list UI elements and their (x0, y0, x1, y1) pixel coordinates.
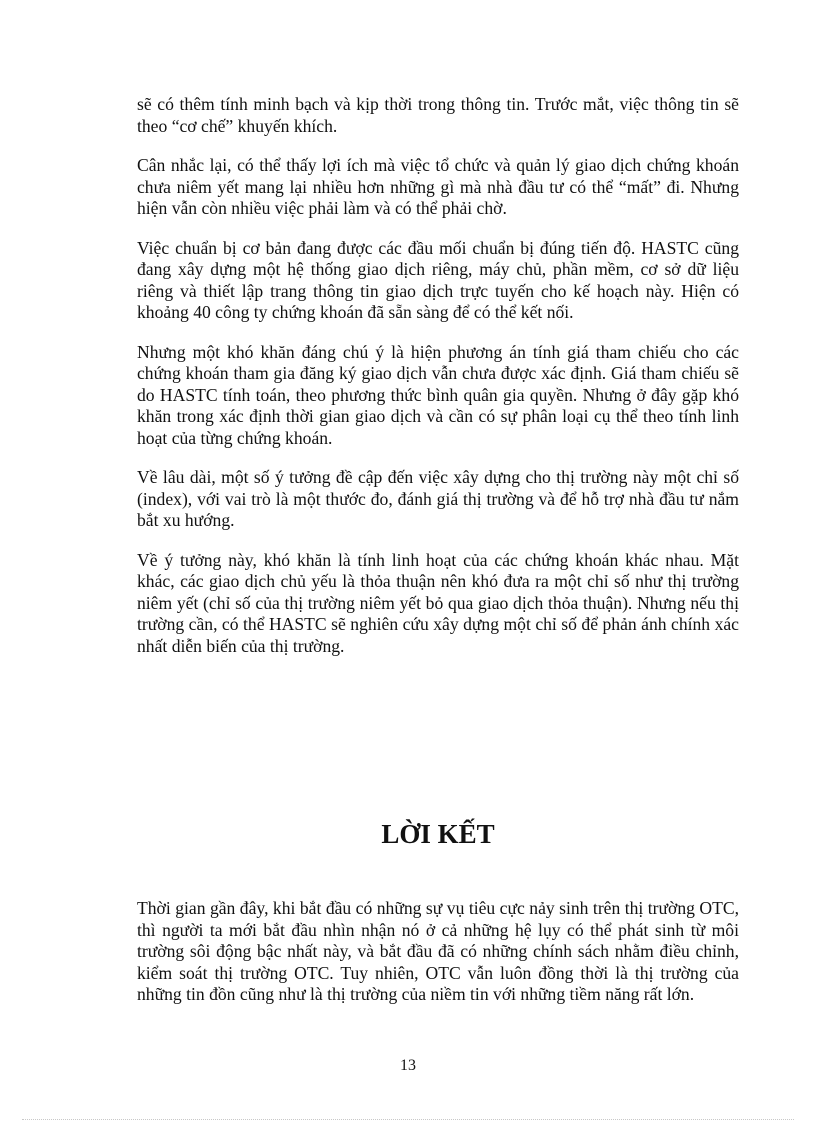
paragraph-1: sẽ có thêm tính minh bạch và kịp thời trong thông tin. Trước mắt, việc thông tin sẽ theo “cơ chế” khuyến khích. (137, 94, 739, 136)
paragraph-3: Việc chuẩn bị cơ bản đang được các đầu mối chuẩn bị đúng tiến độ. HASTC cũng đang xây dựng một hệ thống giao dịch riêng, máy chủ, phần mềm, cơ sở dữ liệu riêng và thiết lập trang thông tin giao dịch trực tuyến cho kế hoạch này. Hiện có khoảng 40 công ty chứng khoán đã sẵn sàng để có thể kết nối. (137, 237, 739, 322)
paragraph-6: Về ý tưởng này, khó khăn là tính linh hoạt của các chứng khoán khác nhau. Mặt khác, các giao dịch chủ yếu là thỏa thuận nên khó đưa ra một chỉ số như thị trường niêm yết (chỉ số của thị trường niêm yết bỏ qua giao dịch thỏa thuận). Nhưng nếu thị trường cần, có thể HASTC sẽ nghiên cứu xây dựng một chỉ số để phản ánh chính xác nhất diễn biến của thị trường. (137, 549, 739, 656)
closing-paragraph: Thời gian gần đây, khi bắt đầu có những sự vụ tiêu cực nảy sinh trên thị trường OTC, thì người ta mới bắt đầu nhìn nhận nó ở cả những hệ lụy có thể phát sinh từ môi trường sôi động bậc nhất này, và bắt đầu đã có những chính sách nhằm điều chỉnh, kiểm soát thị trường OTC. Tuy nhiên, OTC vẫn luôn đồng thời là thị trường của những tin đồn cũng như là thị trường của niềm tin với những tiềm năng rất lớn. (137, 898, 739, 1004)
paragraph-4: Nhưng một khó khăn đáng chú ý là hiện phương án tính giá tham chiếu cho các chứng khoán tham gia đăng ký giao dịch vẫn chưa được xác định. Giá tham chiếu sẽ do HASTC tính toán, theo phương thức bình quân gia quyền. Nhưng ở đây gặp khó khăn trong xác định thời gian giao dịch và cần có sự phân loại cụ thể theo tính linh hoạt của từng chứng khoán. (137, 341, 739, 448)
section-heading: LỜI KẾT (381, 819, 495, 849)
paragraph-5: Về lâu dài, một số ý tưởng đề cập đến việc xây dựng cho thị trường này một chỉ số (index), với vai trò là một thước đo, đánh giá thị trường và để hỗ trợ nhà đầu tư nắm bắt xu hướng. (137, 467, 739, 530)
page-bottom-divider (22, 1119, 794, 1120)
page-number: 13 (400, 1057, 416, 1074)
closing-section (137, 898, 739, 1024)
paragraph-2: Cân nhắc lại, có thể thấy lợi ích mà việc tổ chức và quản lý giao dịch chứng khoán chưa niêm yết mang lại nhiều hơn những gì mà nhà đầu tư có thể “mất” đi. Nhưng hiện vẫn còn nhiều việc phải làm và có thể phải chờ. (137, 155, 739, 218)
body-text (137, 94, 739, 675)
